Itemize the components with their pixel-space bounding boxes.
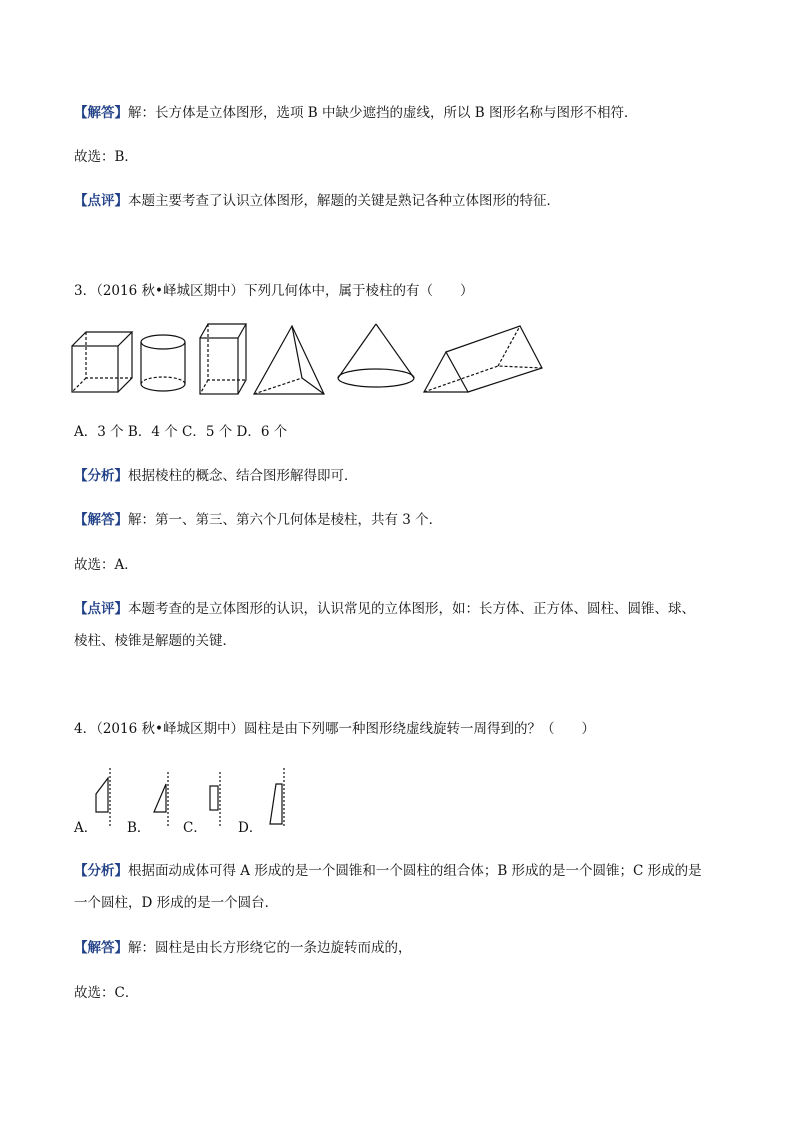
comment-text: 本题考查的是立体图形的认识，认识常见的立体图形，如：长方体、正方体、圆柱、圆锥、球、 — [128, 601, 695, 617]
solution-text: 解：第一、第三、第六个几何体是棱柱，共有 3 个． — [128, 512, 443, 528]
rectangular-prism-shape — [200, 324, 246, 394]
q3-solids-figure — [66, 318, 546, 398]
q3-comment-line — [74, 599, 695, 619]
q3-comment-line-2: 棱柱、棱锥是解题的关键． — [74, 633, 236, 649]
q4-stem: 4．（2016 秋•峄城区期中）圆柱是由下列哪一种图形绕虚线旋转一周得到的？（ ） — [74, 721, 595, 737]
q3-stem: 3．（2016 秋•峄城区期中）下列几何体中，属于棱柱的有（ ） — [74, 283, 474, 299]
q4-option-b-label: B． — [127, 820, 151, 836]
q3-analysis-line — [74, 466, 358, 486]
q4-option-c-label: C． — [183, 820, 207, 836]
option-c-shape — [210, 772, 220, 828]
q3-options: A．3 个 B．4 个 C．5 个 D．6 个 — [74, 424, 288, 440]
q4-solution-line — [74, 938, 412, 958]
prev-answer: 故选：B． — [74, 149, 138, 165]
solution-text: 解：长方体是立体图形，选项 B 中缺少遮挡的虚线，所以 B 图形名称与图形不相符． — [128, 105, 638, 121]
option-d-shape — [270, 768, 284, 828]
cylinder-shape — [141, 335, 185, 391]
solution-tag: 【解答】 — [74, 940, 128, 956]
prev-comment-line — [74, 191, 560, 211]
q4-option-d-label: D． — [238, 820, 263, 836]
cone-shape — [338, 324, 414, 387]
q3-answer: 故选：A． — [74, 557, 138, 573]
q4-option-a-label: A． — [74, 820, 98, 836]
analysis-text: 根据棱柱的概念、结合图形解得即可． — [128, 468, 358, 484]
analysis-tag: 【分析】 — [74, 863, 128, 879]
pyramid-shape — [254, 326, 324, 394]
analysis-tag: 【分析】 — [74, 468, 128, 484]
q4-analysis-line-2: 一个圆柱，D 形成的是一个圆台． — [74, 895, 279, 911]
comment-tag: 【点评】 — [74, 193, 128, 209]
cube-shape — [72, 332, 132, 392]
solution-tag: 【解答】 — [74, 105, 128, 121]
triangular-prism-shape — [424, 326, 542, 392]
analysis-text: 根据面动成体可得 A 形成的是一个圆锥和一个圆柱的组合体；B 形成的是一个圆锥；C 形成的是 — [128, 863, 702, 879]
solution-tag: 【解答】 — [74, 512, 128, 528]
option-b-shape — [154, 772, 168, 828]
comment-text: 本题主要考查了认识立体图形，解题的关键是熟记各种立体图形的特征． — [128, 193, 560, 209]
option-a-shape — [96, 768, 110, 828]
comment-tag: 【点评】 — [74, 601, 128, 617]
q4-answer: 故选：C． — [74, 985, 139, 1001]
solution-text: 解：圆柱是由长方形绕它的一条边旋转而成的， — [128, 940, 412, 956]
q4-analysis-line — [74, 861, 702, 881]
prev-solution-line — [74, 103, 638, 123]
q3-solution-line — [74, 510, 442, 530]
